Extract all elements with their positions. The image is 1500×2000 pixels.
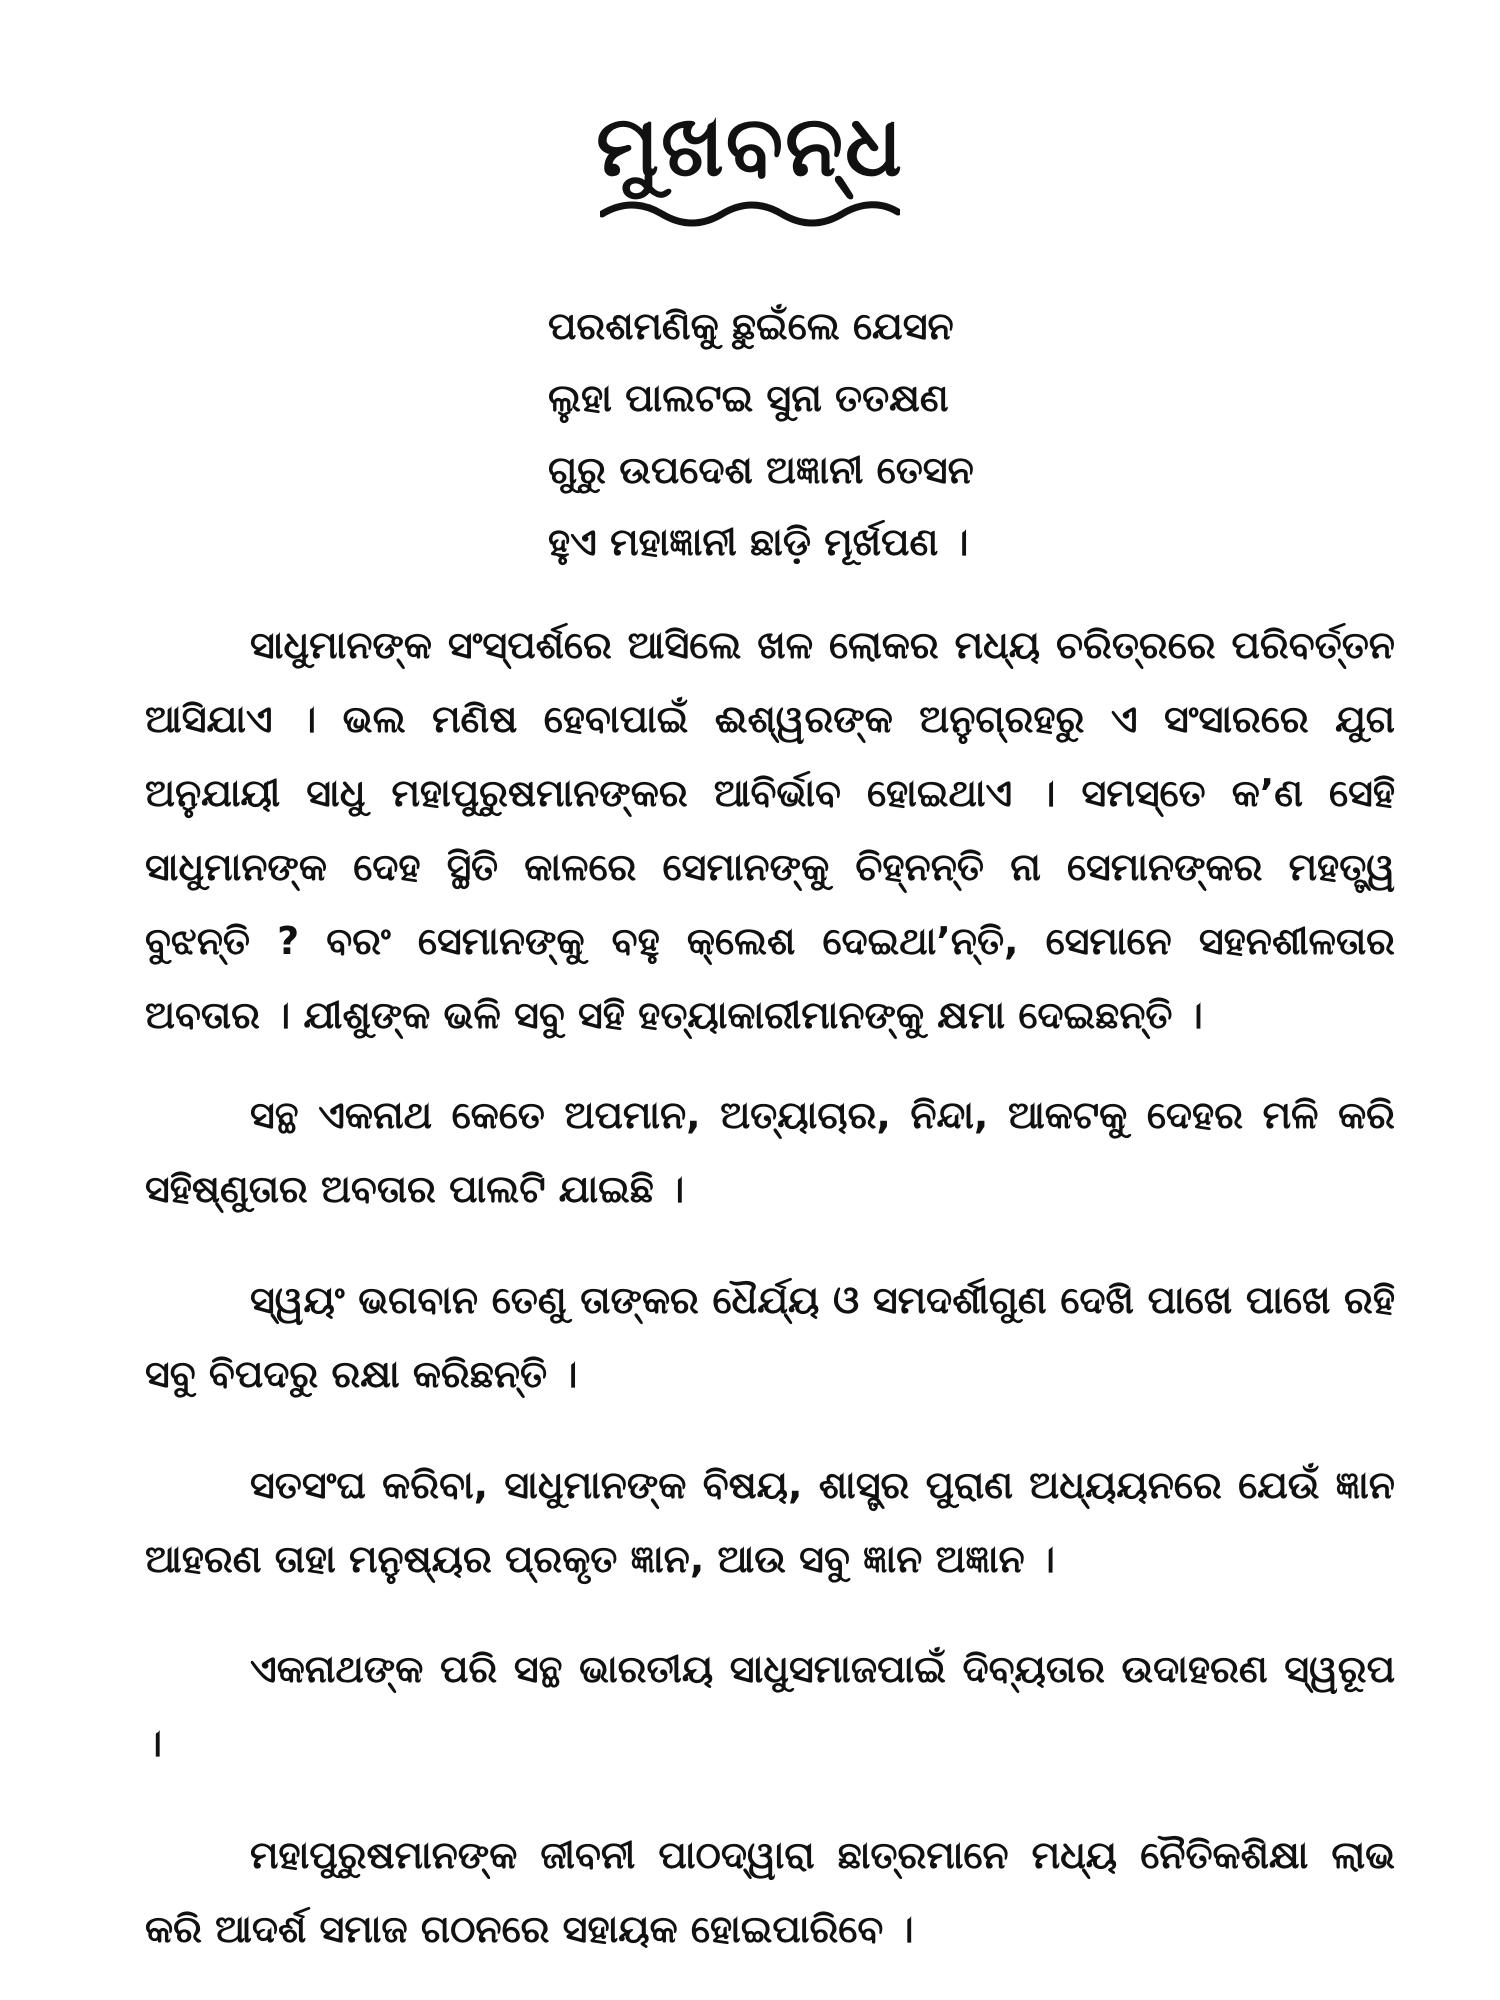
paragraph: ସତସଂଘ କରିବା, ସାଧୁମାନଙ୍କ ବିଷୟ, ଶାସ୍ତ୍ର ପୁରାଣ ଅଧ୍ୟୟନରେ ଯେଉଁ ଜ୍ଞାନ ଆହରଣ ତାହା ମନୁଷ୍ୟର ପ୍ରକୃତ ଜ୍ଞାନ, ଆଉ ସବୁ ଜ୍ଞାନ ଅଜ୍ଞାନ । [145, 1463, 1395, 1581]
paragraph-block [145, 1818, 1395, 1966]
verse-line: ହୁଏ ମହାଜ୍ଞାନୀ ଛାଡ଼ି ମୂର୍ଖପଣ । [548, 520, 969, 564]
paragraph: ଏକନାଥଙ୍କ ପରି ସନ୍ଥ ଭାରତୀୟ ସାଧୁସମାଜପାଇଁ ଦିବ୍ୟତାର ଉଦାହରଣ ସ୍ୱରୂପ । [145, 1647, 1395, 1765]
verse-line: ଲୁହା ପାଲଟଇ ସୁନା ତତକ୍ଷଣ [548, 376, 949, 420]
paragraph-block [145, 608, 1395, 1052]
page-title: ମୁଖବନ୍ଧ [596, 97, 904, 195]
paragraph-block [145, 1632, 1395, 1780]
paragraph: ସ୍ୱୟଂ ଭଗବାନ ତେଣୁ ତାଙ୍କର ଧୈର୍ଯ୍ୟ ଓ ସମଦର୍ଶୀଗୁଣ ଦେଖି ପାଖେ ପାଖେ ରହି ସବୁ ବିପଦରୁ ରକ୍ଷା କରିଛନ୍ତି । [145, 1278, 1395, 1396]
opening-verse [548, 290, 1448, 578]
paragraph-block [145, 1078, 1395, 1226]
title-wavy-underline [600, 200, 900, 228]
paragraph: ମହାପୁରୁଷମାନଙ୍କ ଜୀବନୀ ପାଠଦ୍ୱାରା ଛାତ୍ରମାନେ ମଧ୍ୟ ନୈତିକଶିକ୍ଷା ଲାଭ କରି ଆଦର୍ଶ ସମାଜ ଗଠନରେ ସହାୟକ ହୋଇପାରିବେ । [145, 1833, 1395, 1951]
paragraph-block [145, 1263, 1395, 1411]
paragraph: ସନ୍ଥ ଏକନାଥ କେତେ ଅପମାନ, ଅତ୍ୟାଚାର, ନିନ୍ଦା, ଆକଟକୁ ଦେହର ମଳି କରି ସହିଷ୍ଣୁତାର ଅବତାର ପାଲଟି ଯାଇଛି । [145, 1093, 1395, 1211]
paragraph: ସାଧୁମାନଙ୍କ ସଂସ୍ପର୍ଶରେ ଆସିଲେ ଖଳ ଲୋକର ମଧ୍ୟ ଚରିତ୍ରରେ ପରିବର୍ତ୍ତନ ଆସିଯାଏ । ଭଲ ମଣିଷ ହେବାପାଇଁ ଈଶ୍ୱରଙ୍କ ଅନୁଗ୍ରହରୁ ଏ ସଂସାରରେ ଯୁଗ ଅନୁଯାୟୀ ସାଧୁ ମହାପୁରୁଷମାନଙ୍କର ଆବିର୍ଭାବ ହୋଇଥାଏ । ସମସ୍ତେ କ’ଣ ସେହି ସାଧୁମାନଙ୍କ ଦେହ ସ୍ଥିତି କାଳରେ ସେମାନଙ୍କୁ ଚିହ୍ନନ୍ତି ନା ସେମାନଙ୍କର ମହତ୍ତ୍ୱ ବୁଝନ୍ତି ? ବରଂ ସେମାନଙ୍କୁ ବହୁ କ୍ଲେଶ ଦେଇଥା’ନ୍ତି, ସେମାନେ ସହନଶୀଳତାର ଅବତାର । ଯୀଶୁଙ୍କ ଭଳି ସବୁ ସହି ହତ୍ୟାକାରୀମାନଙ୍କୁ କ୍ଷମା ଦେଇଛନ୍ତି । [145, 623, 1395, 1037]
paragraph-block [145, 1448, 1395, 1596]
verse-line: ପରଶମଣିକୁ ଛୁଇଁଲେ ଯେସନ [548, 304, 954, 348]
verse-line: ଗୁରୁ ଉପଦେଶ ଅଜ୍ଞାନୀ ତେସନ [548, 448, 974, 492]
